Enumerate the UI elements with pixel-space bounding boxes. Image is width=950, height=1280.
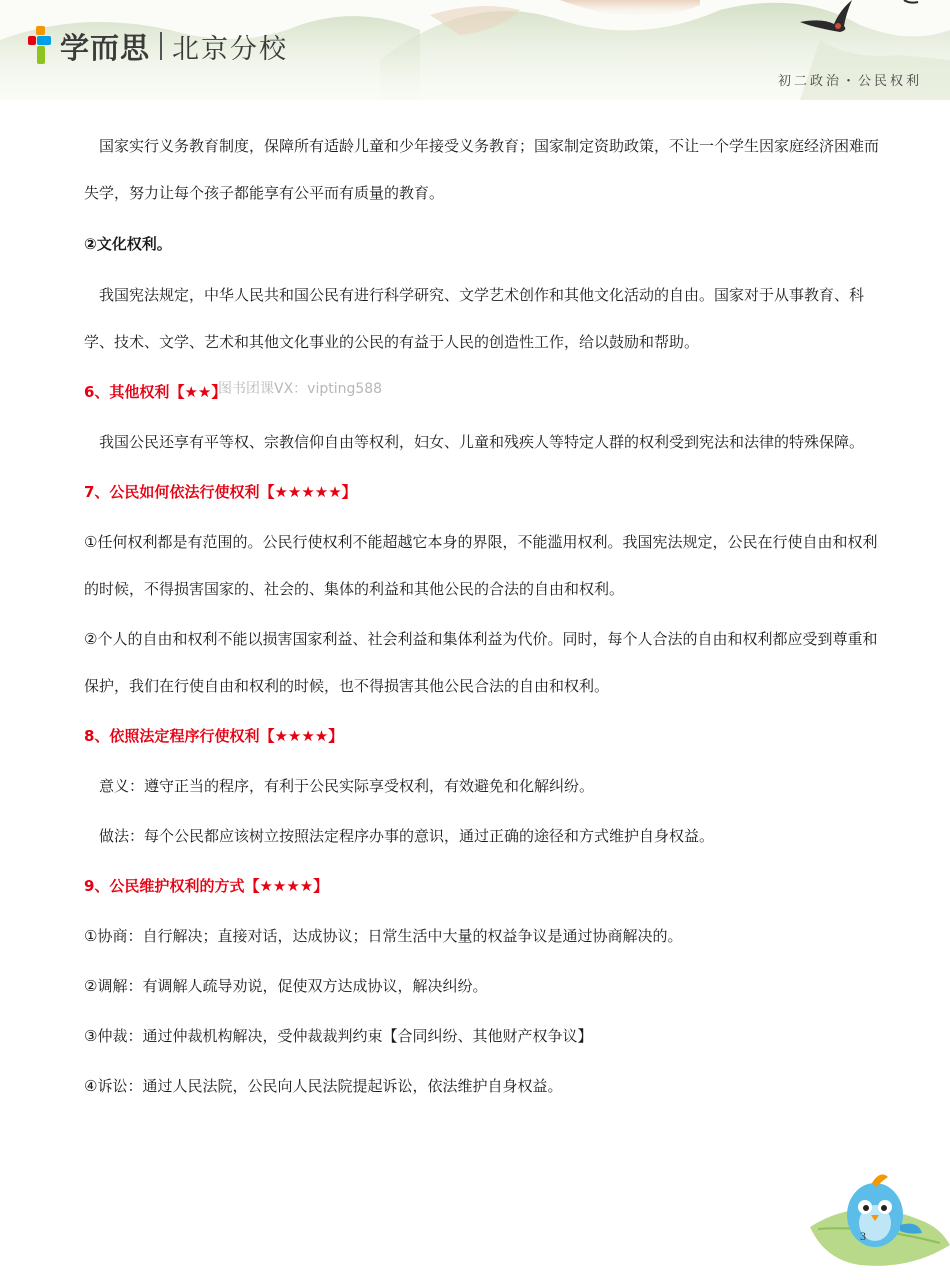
brand-logo-icon (28, 26, 54, 66)
subheading-cultural-rights: ②文化权利。 (84, 235, 172, 253)
heading-exercise-rights: 7、公民如何依法行使权利【★★★★★】 (84, 483, 357, 501)
page-number: 3 (860, 1229, 866, 1243)
paragraph-rights-scope: ①任何权利都是有范围的。公民行使权利不能超越它本身的界限，不能滥用权利。我国宪法规定，公民在行使自由和权利的时候，不得损害国家的、社会的、集体的利益和其他公民的合法的自由和权利。 (84, 533, 878, 598)
paragraph-rights-limits: ②个人的自由和权利不能以损害国家利益、社会利益和集体利益为代价。同时，每个人合法的自由和权利都应受到尊重和保护，我们在行使自由和权利的时候，也不得损害其他公民合法的自由和权利。 (84, 630, 878, 695)
heading-legal-procedure: 8、依照法定程序行使权利【★★★★】 (84, 727, 344, 745)
paragraph-procedure-meaning: 意义：遵守正当的程序，有利于公民实际享受权利，有效避免和化解纠纷。 (99, 777, 595, 795)
branch-name: 北京分校 (172, 33, 289, 65)
bird-on-leaf-icon (800, 1165, 950, 1280)
logo-divider (160, 32, 162, 60)
list-item-mediation: ②调解：有调解人疏导劝说，促使双方达成协议，解决纠纷。 (84, 977, 488, 995)
document-body (84, 123, 884, 1110)
brand-name: 学而思 (60, 30, 151, 65)
paragraph-cultural-rights: 我国宪法规定，中华人民共和国公民有进行科学研究、文学艺术创作和其他文化活动的自由。国家对于从事教育、科学、技术、文学、艺术和其他文化事业的公民的有益于人民的创造性工作，给以鼓励和帮助。 (84, 286, 865, 351)
list-item-litigation: ④诉讼：通过人民法院，公民向人民法院提起诉讼，依法维护自身权益。 (84, 1077, 563, 1095)
paragraph-other-rights: 我国公民还享有平等权、宗教信仰自由等权利，妇女、儿童和残疾人等特定人群的权利受到宪法和法律的特殊保障。 (99, 433, 865, 451)
course-title: 初二政治・公民权利 (777, 74, 922, 89)
heading-other-rights: 6、其他权利【★★】 (84, 383, 227, 401)
paragraph-education: 国家实行义务教育制度，保障所有适龄儿童和少年接受义务教育；国家制定资助政策，不让一个学生因家庭经济困难而失学，努力让每个孩子都能享有公平而有质量的教育。 (84, 137, 880, 202)
list-item-negotiation: ①协商：自行解决；直接对话，达成协议；日常生活中大量的权益争议是通过协商解决的。 (84, 927, 683, 945)
brand-logo (28, 26, 288, 66)
heading-protect-rights: 9、公民维护权利的方式【★★★★】 (84, 877, 329, 895)
paragraph-procedure-method: 做法：每个公民都应该树立按照法定程序办事的意识，通过正确的途径和方式维护自身权益。 (99, 827, 715, 845)
list-item-arbitration: ③仲裁：通过仲裁机构解决，受仲裁裁判约束【合同纠纷、其他财产权争议】 (84, 1027, 593, 1045)
watermark-text: 图书团课VX：vipting588 (218, 381, 383, 397)
